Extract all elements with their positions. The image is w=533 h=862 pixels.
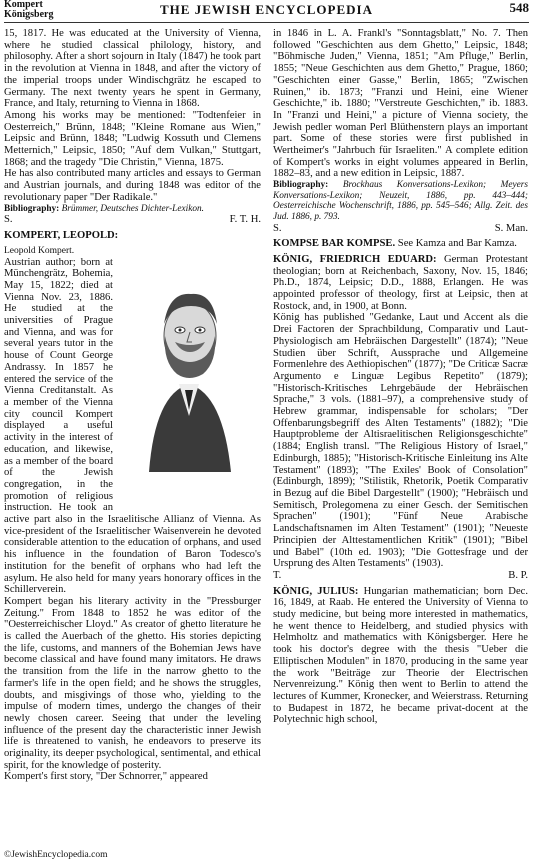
signature-left: S. [273,222,282,234]
figure-caption: Leopold Kompert. [4,245,75,256]
paragraph: Kompert began his literary activity in the "Pressburger Zeitung." From 1848 to 1852 he was editor of the "Oesterreichischer Lloyd." As creator of ghetto literature he is called the Auerbach of the ghetto. His stories depicting the life, customs, and manners of the Bohemian Jews have become classical and have found many imitators. He draws the transition from the life in the narrow ghetto to the farmer's life in the open field; and he shows the struggles, doubts, and misgivings of those who, yielding to the impulse of modern times, undergo the changes of their newly chosen career. Seeing that under the leveling influence of the present day the characteristic inner Jewish life is threatened to vanish, he endeavors to preserve its originality, its deeper psychological, sentimental, and ethical spirit, for the knowledge of posterity. [4,595,261,771]
article-heading: KÖNIG, FRIEDRICH EDUARD: [273,253,437,265]
signature-right: B. P. [508,569,528,581]
right-column [273,28,528,726]
running-head-last: Königsberg [4,9,54,20]
signature-right: F. T. H. [229,214,261,226]
paragraph: Among his works may be mentioned: "Todtenfeier in Oesterreich," Brünn, 1848; "Kleine Romane aus Wien," Leipsic and Brünn, 1848; "Ludwig Kossuth und Clemens Metternich," Leipsic, 1850; "Auf dem Vulkan," Stuttgart, 1868; and the tragedy "Die Christin," Vienna, 1875. [4,109,261,168]
paragraph: Kompert's first story, "Der Schnorrer," appeared [4,771,208,783]
left-column [4,28,261,783]
signature-left: T. [273,569,282,581]
bibliography-text: Brümmer, Deutsches Dichter-Lexikon. [61,203,204,214]
page-number: 548 [509,0,529,15]
header-rule [4,22,529,23]
page-title: THE JEWISH ENCYCLOPEDIA [160,2,373,17]
article-text: Hungarian mathematician; born Dec. 16, 1849, at Raab. He entered the University of Vienna to study medicine, but being more interested in mathematics, he went thence to Heidelberg, and studied physics with Helmholtz and mathematics with Königsberger. Here he took his doctor's degree with the thesis "Ueber die Elliptischen Modulen" in 1870, producing in the same year the work "Beiträge zur Theorie der Electrischen Nervenreizung." König then went to Berlin to attend the lectures of Kummer, Kronecker, and Weierstrass. Returning to Budapest in 1872, he became privat-docent at the Polytechnic high school, [273,585,528,726]
paragraph: He has also contributed many articles and essays to German and Austrian journals, and during 1848 was editor of the revolutionary paper "Der Radikale." [4,168,261,203]
bibliography [4,204,261,215]
cross-reference: See Kamza and Bar Kamza. [397,238,517,250]
portrait-image [119,244,261,484]
paragraph: 15, 1817. He was educated at the University of Vienna, where he studied classical philology, history, and philosophy. After a short sojourn in Italy (1847) he took part in the revolution at Vienna in 1848, and after the victory of the imperial troops under Windischgrätz he escaped to Germany. The next twenty years he spent in Germany, France, and Italy, returning to Vienna in 1868. [4,28,261,110]
signature-left: S. [4,214,13,226]
signature-line [273,223,528,235]
signature-line [273,570,528,582]
article-heading: KÖNIG, JULIUS: [273,585,359,597]
article-konig-julius [273,586,528,726]
bibliography-label: Bibliography: [4,203,60,214]
bibliography-label: Bibliography: [273,180,329,191]
signature-right: S. Man. [494,222,528,234]
paragraph: König has published "Gedanke, Laut und Accent als die Drei Factoren der Sprachbildung, Comparativ und Laut-Physiologisch am Hebräischen Dargestellt" (1874); "Neue Studien über Schrift, Aussprache und Allgemeine Formenlehre des Aethiopischen" (1877); "De Criticæ Sacræ Argumento e Linguæ Legibus Repetito" (1879); "Historisch-Kritisches Lehrgebäude der Hebräischen Sprache," 3 vols. (1881–97), a comprehensive study of Hebrew grammar, indispensable for scholars; "Der Offenbarungsbegriff des Alten Testaments" (1882); "Die Hauptprobleme der Altisraelitischen Religionsgeschichte" (1884; English transl. "The Religious History of Israel," Edinburgh, 1885); "Historisch-Kritische Einleitung ins Alte Testament" (1893); "The Exiles' Book of Consolation" (Edinburgh, 1899); "Stilistik, Rhetorik, Poetik Comparativ in Bezug auf die Bibel Dargestellt" (1900); "Hebräisch und Semitisch, Prolegomena zu einer Gesch. der Semitischen Sprachen" (1901); "Fünf Neue Arabische Landschaftsnamen im Alten Testament" (1901); "Neueste Principien der Alttestamentlichen Kritik" (1901); "Bibel und Babel" (10th ed. 1903); "Die Gottesfrage und der Ursprung des Alten Testaments" (1903). [273,312,528,570]
signature-line [4,214,261,226]
bibliography-text: Brockhaus Konversations-Lexikon; Meyers Konversations-Lexikon; Neuzeit, 1886, pp. 443–444; Oesterreichische Wochenschrift, 1886, pp. 545–546; Allg. Zeit. des Jud. 1886, p. 793. [273,180,529,222]
portrait-figure [119,244,261,502]
article-text: Austrian author; born at Münchengrätz, Bohemia, May 15, 1822; died at Vienna Nov. 23, 1886. He studied at the universities of Prague and Vienna, and was for several years tutor in the house of Count George Andrassy. In 1857 he entered the service of the Vienna Creditanstalt. As a member of the Vienna city council Kompert displayed a useful activity in the interest of education, and likewise, as a member of the board of the Jewish congregation, in the promotion of religious instruction. He took an active part also in the Israelitische Allianz of Vienna. As vice-president of the Israelitischer Waisenverein he devoted considerable attention to the education of orphans, and used his influence in the foundation of Baron Todesco's institution for the benefit of orphans who had left the asylum. He also held for many years honorary offices in the Schillerverein. [4,256,261,596]
article-konig-friedrich [273,254,528,313]
article-kompert [4,230,261,242]
bibliography [273,180,528,222]
running-head-first: Kompert [4,0,43,10]
paragraph: in 1846 in L. A. Frankl's "Sonntagsblatt," No. 7. Then followed "Geschichten aus dem Ghetto," Leipsic, 1848; "Böhmische Juden," Vienna, 1851; "Am Pfluge," Berlin, 1855; "Neue Geschichten aus dem Ghetto," Prague, 1860; "Geschichten einer Gasse," Berlin, 1865; "Zwischen Ruinen," ib. 1873; "Franzi und Heini, eine Wiener Geschichte," ib. 1880; "Verstreute Geschichten," ib. 1883. In "Franzi und Heini," a picture of Vienna society, the Jewish pedler woman Perl Blüthenstern plays an important part. Some of these stories were first published in Wertheimer's "Jahrbuch für Israeliten." A complete edition of Kompert's works in eight volumes appeared in Berlin, 1882–83, and a new edition in Leipsic, 1887. [273,28,528,180]
article-kompse [273,238,528,250]
article-heading: KOMPSE BAR KOMPSE. [273,238,396,250]
article-text: German Protestant theologian; born at Reichenbach, Saxony, Nov. 15, 1846; Ph.D., 1874, Leipsic; D.D., 1888, Erlangen. He was appointed professor of theology, first at Leipsic, then at Rostock, and, in 1900, at Bonn. [273,253,528,312]
article-heading: KOMPERT, LEOPOLD: [4,229,119,241]
watermark: ©JewishEncyclopedia.com [4,850,108,860]
